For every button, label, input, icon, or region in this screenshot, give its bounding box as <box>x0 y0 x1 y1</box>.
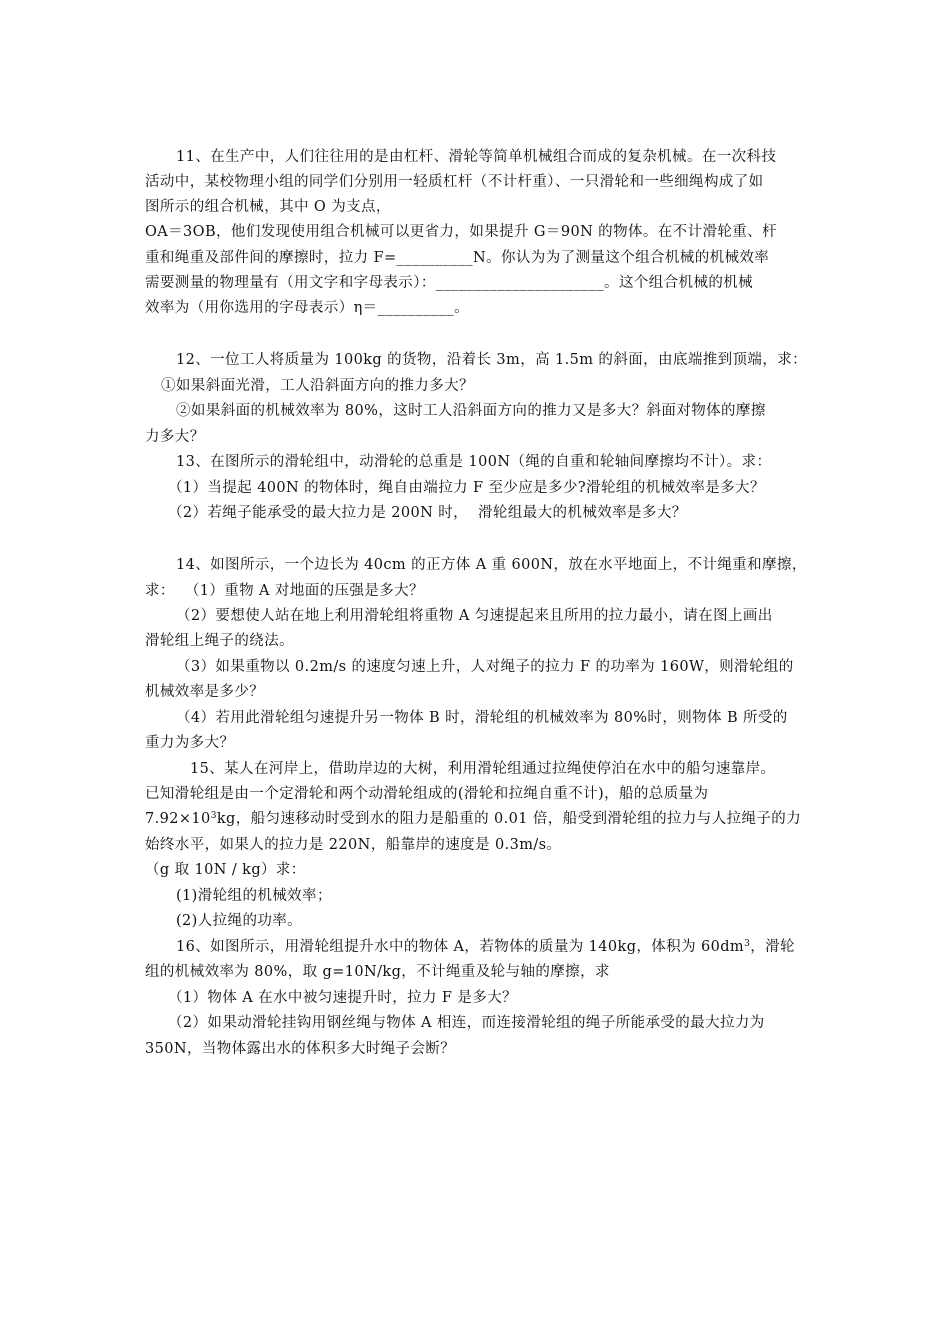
q11-line-2: 活动中，某校物理小组的同学们分别用一轻质杠杆（不计杆重）、一只滑轮和一些细绳构成了如 <box>145 174 764 190</box>
q14-line-5: （3）如果重物以 0.2m/s 的速度匀速上升，人对绳子的拉力 F 的功率为 160W，则滑轮组的 <box>176 659 794 675</box>
q15-line-6: (1)滑轮组的机械效率； <box>176 888 332 904</box>
q15-line-7: (2)人拉绳的功率。 <box>176 913 303 929</box>
ship-mass-value: 7.92×10 <box>145 811 211 827</box>
q11-line-4: OA＝3OB，他们发现使用组合机械可以更省力，如果提升 G＝90N 的物体。在不计滑轮重、杆 <box>145 224 777 240</box>
q11-line-7: 效率为（用你选用的字母表示）η＝__________。 <box>145 300 469 316</box>
q12-line-4: 力多大？ <box>145 429 205 445</box>
q13-line-3: （2）若绳子能承受的最大拉力是 200N 时， 滑轮组最大的机械效率是多大？ <box>168 505 687 521</box>
q16-line-4: （2）如果动滑轮挂钩用钢丝绳与物体 A 相连，而连接滑轮组的绳子所能承受的最大拉力为 <box>168 1015 765 1031</box>
q13-line-1: 13、在图所示的滑轮组中，动滑轮的总重是 100N（绳的自重和轮轴间摩擦均不计）。求： <box>176 454 772 470</box>
q11-line-6: 需要测量的物理量有（用文字和字母表示）：______________________。这个组合机械的机械 <box>145 275 754 291</box>
q14-line-3: （2）要想使人站在地上利用滑轮组将重物 A 匀速提起来且所用的拉力最小，请在图上画出 <box>176 608 773 624</box>
q12-line-2: ①如果斜面光滑，工人沿斜面方向的推力多大？ <box>161 378 474 394</box>
q15-line-1: 15、某人在河岸上，借助岸边的大树，利用滑轮组通过拉绳使停泊在水中的船匀速靠岸。 <box>190 761 776 777</box>
q14-line-4: 滑轮组上绳子的绕法。 <box>145 633 294 649</box>
q12-line-1: 12、一位工人将质量为 100kg 的货物，沿着长 3m，高 1.5m 的斜面，由底端推到顶端，求： <box>176 352 808 368</box>
q16-line-1-text: 16、如图所示，用滑轮组提升水中的物体 A，若物体的质量为 140kg，体积为 60dm <box>176 939 745 955</box>
ship-mass-exponent: 3 <box>210 811 217 821</box>
q16-line-1-tail: ，滑轮 <box>750 939 795 955</box>
q14-line-1: 14、如图所示，一个边长为 40cm 的正方体 A 重 600N，放在水平地面上，不计绳重和摩擦， <box>176 557 807 573</box>
q16-line-5: 350N，当物体露出水的体积多大时绳子会断？ <box>145 1041 456 1057</box>
q16-line-2: 组的机械效率为 80%，取 g=10N/kg，不计绳重及轮与轴的摩擦，求 <box>145 964 610 980</box>
q11-line-1: 11、在生产中，人们往往用的是由杠杆、滑轮等简单机械组合而成的复杂机械。在一次科技 <box>176 149 777 165</box>
q14-line-2: 求： （1）重物 A 对地面的压强是多大？ <box>145 583 424 599</box>
q15-line-3-text: kg，船匀速移动时受到水的阻力是船重的 0.01 倍，船受到滑轮组的拉力与人拉绳子的力 <box>216 811 802 827</box>
q15-line-2: 已知滑轮组是由一个定滑轮和两个动滑轮组成的(滑轮和拉绳自重不计)，船的总质量为 <box>145 786 709 802</box>
q14-line-6: 机械效率是多少？ <box>145 684 265 700</box>
q12-line-3: ②如果斜面的机械效率为 80%，这时工人沿斜面方向的推力又是多大？斜面对物体的摩擦 <box>176 403 766 419</box>
q14-line-7: （4）若用此滑轮组匀速提升另一物体 B 时，滑轮组的机械效率为 80%时，则物体 B 所受的 <box>176 710 788 726</box>
q15-line-4: 始终水平，如果人的拉力是 220N，船靠岸的速度是 0.3m/s。 <box>145 837 562 853</box>
q15-line-3 <box>145 809 801 829</box>
q13-line-2: （1）当提起 400N 的物体时，绳自由端拉力 F 至少应是多少?滑轮组的机械效率是多大？ <box>168 480 765 496</box>
q16-line-1 <box>176 937 795 957</box>
q11-line-5: 重和绳重及部件间的摩擦时，拉力 F=__________N。你认为为了测量这个组合机械的机械效率 <box>145 250 770 266</box>
q11-line-3: 图所示的组合机械，其中 O 为支点， <box>145 199 391 215</box>
q16-line-3: （1）物体 A 在水中被匀速提升时，拉力 F 是多大？ <box>168 990 517 1006</box>
q15-line-5: （g 取 10N / kg）求： <box>145 862 306 878</box>
q14-line-8: 重力为多大？ <box>145 735 235 751</box>
volume-exponent: 3 <box>744 939 751 949</box>
